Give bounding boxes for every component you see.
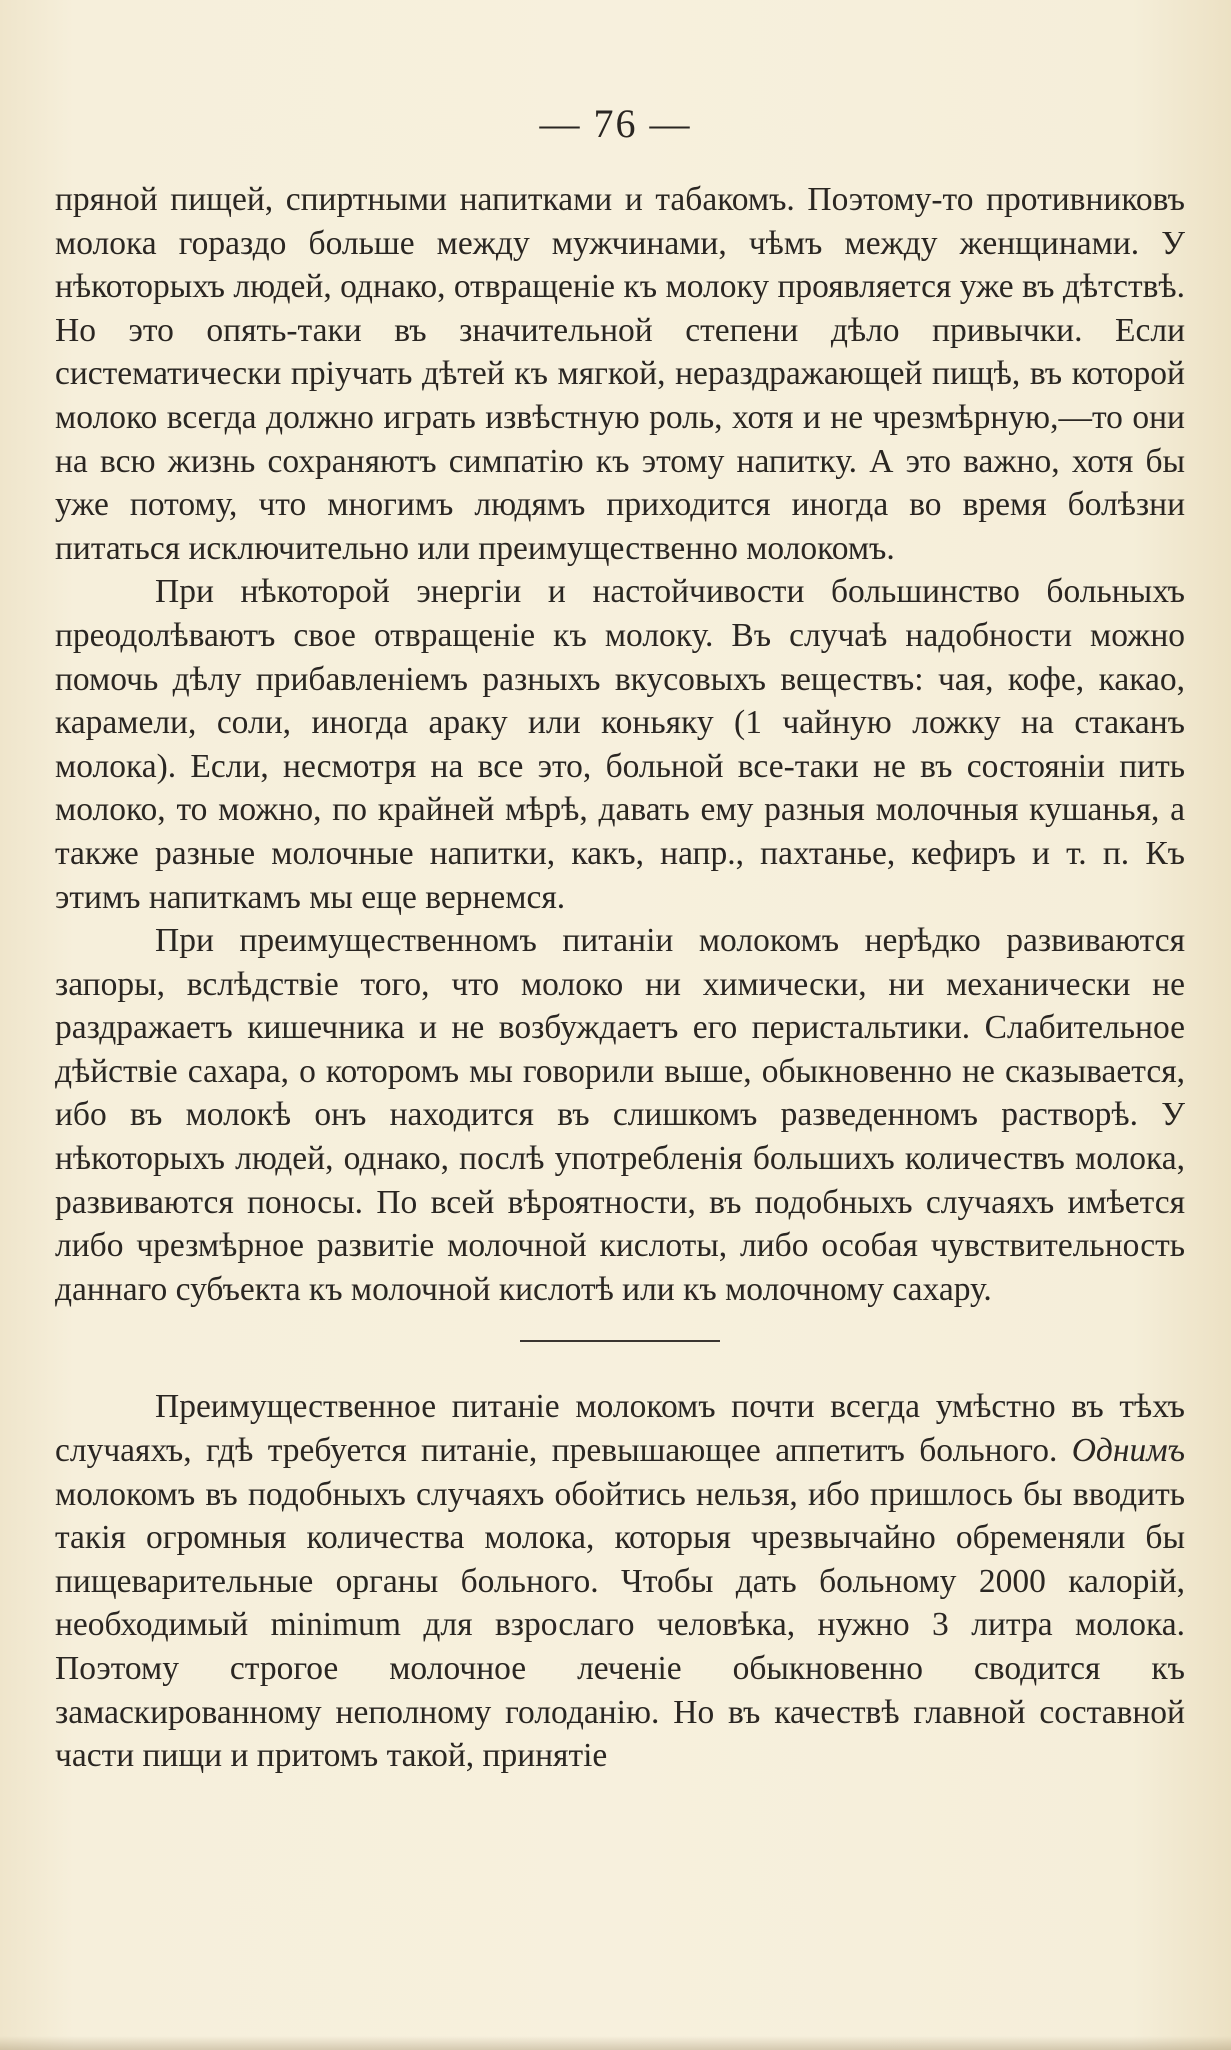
paragraph-4-part-1: Преимущественное питанiе молокомъ почти всегда умѣстно въ тѣхъ случаяхъ, гдѣ требуется питанiе, превышающее аппетитъ больного. <box>55 1388 1185 1470</box>
paragraph-3: При преимущественномъ питанiи молокомъ нерѣдко развиваются запоры, вслѣдствiе того, что молоко ни химически, ни механически не раздражаетъ кишечника и не возбуждаетъ его перистальтики. Слабительное дѣйствiе сахара, о которомъ мы говорили выше, обыкновенно не сказывается, ибо въ молокѣ онъ находится въ слишкомъ разведенномъ растворѣ. У нѣкоторыхъ людей, однако, послѣ употребленiя большихъ количествъ молока, развиваются поносы. По всей вѣроятности, въ подобныхъ случаяхъ имѣется либо чрезмѣрное развитiе молочной кислоты, либо особая чувствительность даннаго субъекта къ молочной кислотѣ или къ молочному сахару. <box>55 922 1185 1308</box>
paragraph-4-part-2: молокомъ въ подобныхъ случаяхъ обойтись нельзя, ибо пришлось бы вводить такiя огромныя количества молока, которыя чрезвычайно обременяли бы пищеварительные органы больного. Чтобы дать больному 2000 калорiй, необходимый minimum для взрослаго человѣка, нужно 3 литра молока. Поэтому строгое молочное леченiе обыкновенно сводится къ замаскированному неполному голоданiю. Но въ качествѣ главной составной части пищи и притомъ такой, принятiе <box>55 1475 1185 1775</box>
page-bottom-edge <box>0 2036 1231 2050</box>
paragraph-1: пряной пищей, спиртными напитками и табакомъ. Поэтому-то противниковъ молока гораздо больше между мужчинами, чѣмъ между женщинами. У нѣкоторыхъ людей, однако, отвращенiе къ молоку проявляется уже въ дѣтствѣ. Но это опять-таки въ значительной степени дѣло привычки. Если систематически прiучать дѣтей къ мягкой, нераздражающей пищѣ, въ которой молоко всегда должно играть извѣстную роль, хотя и не чрезмѣрную,—то они на всю жизнь сохраняютъ симпатiю къ этому напитку. А это важно, хотя бы уже потому, что многимъ людямъ приходится иногда во время болѣзни питаться исключительно или преимущественно молокомъ. <box>55 181 1185 567</box>
page-body <box>55 178 1185 1778</box>
section-divider <box>520 1340 720 1342</box>
paragraph-2: При нѣкоторой энергiи и настойчивости большинство больныхъ преодолѣваютъ свое отвращенiе къ молоку. Въ случаѣ надобности можно помочь дѣлу прибавленiемъ разныхъ вкусовыхъ веществъ: чая, кофе, какао, карамели, соли, иногда араку или коньяку (1 чайную ложку на стаканъ молока). Если, несмотря на все это, больной все-таки не въ состоянiи пить молоко, то можно, по крайней мѣрѣ, давать ему разныя молочныя кушанья, а также разные молочные напитки, какъ, напр., пахтанье, кефиръ и т. п. Къ этимъ напиткамъ мы еще вернемся. <box>55 573 1185 916</box>
page-number: — 76 — <box>539 101 692 146</box>
paragraph-4 <box>55 1385 1185 1777</box>
paragraph-4-emphasis: Однимъ <box>1071 1432 1185 1470</box>
